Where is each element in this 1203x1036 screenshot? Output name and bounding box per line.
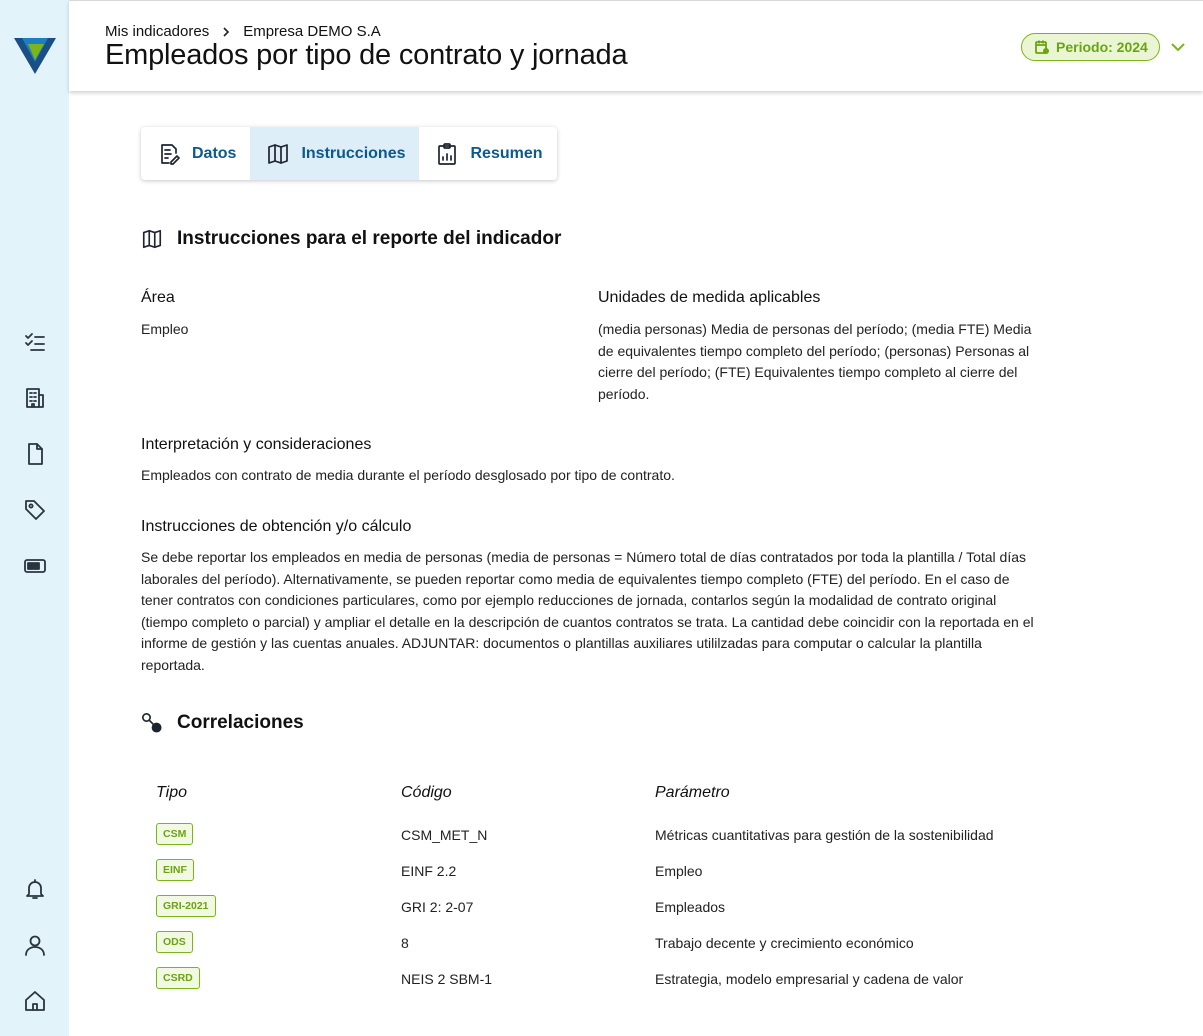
interpretation-value: Empleados con contrato de media durante el período desglosado por tipo de contrato. (141, 467, 675, 483)
type-badge: CSRD (156, 967, 200, 989)
instructions-heading (141, 228, 561, 250)
instructions-heading-text: Instrucciones para el reporte del indicador (177, 228, 562, 249)
parameter-cell: Estrategia, modelo empresarial y cadena de valor (655, 971, 964, 987)
map-icon (266, 142, 290, 166)
edit-document-icon (157, 142, 181, 166)
area-value: Empleo (141, 321, 189, 337)
page-title: Empleados por tipo de contrato y jornada (105, 39, 628, 71)
page-header (69, 0, 1203, 91)
code-cell: 8 (401, 935, 409, 951)
table-row (141, 859, 1041, 895)
user-icon[interactable] (21, 931, 49, 959)
period-label: Periodo: 2024 (1056, 39, 1148, 55)
code-cell: NEIS 2 SBM-1 (401, 971, 493, 987)
bell-icon[interactable] (21, 875, 49, 903)
chevron-right-icon (219, 25, 233, 39)
code-cell: GRI 2: 2-07 (401, 899, 474, 915)
parameter-cell: Métricas cuantitativas para gestión de la sostenibilidad (655, 827, 994, 843)
type-badge: EINF (156, 859, 194, 881)
tab-resumen[interactable] (419, 127, 556, 180)
table-row (141, 967, 1041, 1003)
card-icon[interactable] (21, 552, 49, 580)
type-badge: ODS (156, 931, 193, 953)
column-header-type: Tipo (156, 784, 187, 801)
tab-datos-label: Datos (192, 144, 237, 162)
column-header-code: Código (401, 784, 452, 801)
tab-instrucciones[interactable] (250, 127, 419, 180)
tab-instrucciones-label: Instrucciones (301, 144, 406, 162)
period-selector[interactable] (1021, 33, 1160, 61)
breadcrumb-root-link[interactable]: Mis indicadores (105, 23, 210, 40)
column-header-parameter: Parámetro (655, 784, 730, 801)
building-icon[interactable] (21, 384, 49, 412)
code-cell: CSM_MET_N (401, 827, 488, 843)
tab-resumen-label: Resumen (470, 144, 543, 162)
breadcrumb-company: Empresa DEMO S.A (243, 23, 381, 40)
type-badge: CSM (156, 823, 193, 845)
breadcrumb (105, 23, 381, 40)
parameter-cell: Empleo (655, 863, 703, 879)
area-label: Área (141, 289, 175, 306)
correlations-heading-text: Correlaciones (177, 712, 304, 733)
type-badge: GRI-2021 (156, 895, 216, 917)
home-icon[interactable] (21, 987, 49, 1015)
parameter-cell: Trabajo decente y crecimiento económico (655, 935, 914, 951)
code-cell: EINF 2.2 (401, 863, 457, 879)
units-value: (media personas) Media de personas del período; (media FTE) Media de equivalentes tiempo completo del período; (personas) Personas al cierre del período; (FTE) Equivalentes tiempo completo al cierre del período. (598, 321, 1032, 402)
tab-bar (141, 127, 557, 180)
table-row (141, 823, 1041, 859)
interpretation-label: Interpretación y consideraciones (141, 436, 372, 453)
table-row (141, 931, 1041, 967)
table-row (141, 895, 1041, 931)
chevron-down-icon[interactable] (1170, 39, 1186, 55)
tag-icon[interactable] (21, 496, 49, 524)
calendar-icon (1034, 39, 1050, 55)
calculation-value: Se debe reportar los empleados en media de personas (media de personas = Número total de días contratados por toda la plantilla / Total días laborales del período). Alternativamente, se pueden reportar como media de equivalentes tiempo completo (FTE) del período. En el caso de tener contratos con condiciones particulares, como por ejemplo reducciones de jornada, contarlos según la modalidad de contrato original (tiempo completo o parcial) y ampliar el detalle en la descripción de cuantos contratos se trata. La cantidad debe coincidir con la reportada en el informe de gestión y las cuentas anuales. ADJUNTAR: documentos o plantillas auxiliares utililzadas para computar o calcular la plantilla reportada. (141, 549, 1034, 673)
sidebar (0, 0, 69, 1036)
tasks-icon[interactable] (21, 328, 49, 356)
tab-datos[interactable] (141, 127, 250, 180)
parameter-cell: Empleados (655, 899, 726, 915)
units-label: Unidades de medida aplicables (598, 289, 821, 306)
map-icon (141, 228, 163, 250)
correlations-heading (141, 712, 304, 734)
document-icon[interactable] (21, 440, 49, 468)
app-logo[interactable] (14, 36, 56, 76)
calculation-label: Instrucciones de obtención y/o cálculo (141, 518, 412, 535)
clipboard-chart-icon (435, 142, 459, 166)
correlation-icon (141, 712, 163, 734)
